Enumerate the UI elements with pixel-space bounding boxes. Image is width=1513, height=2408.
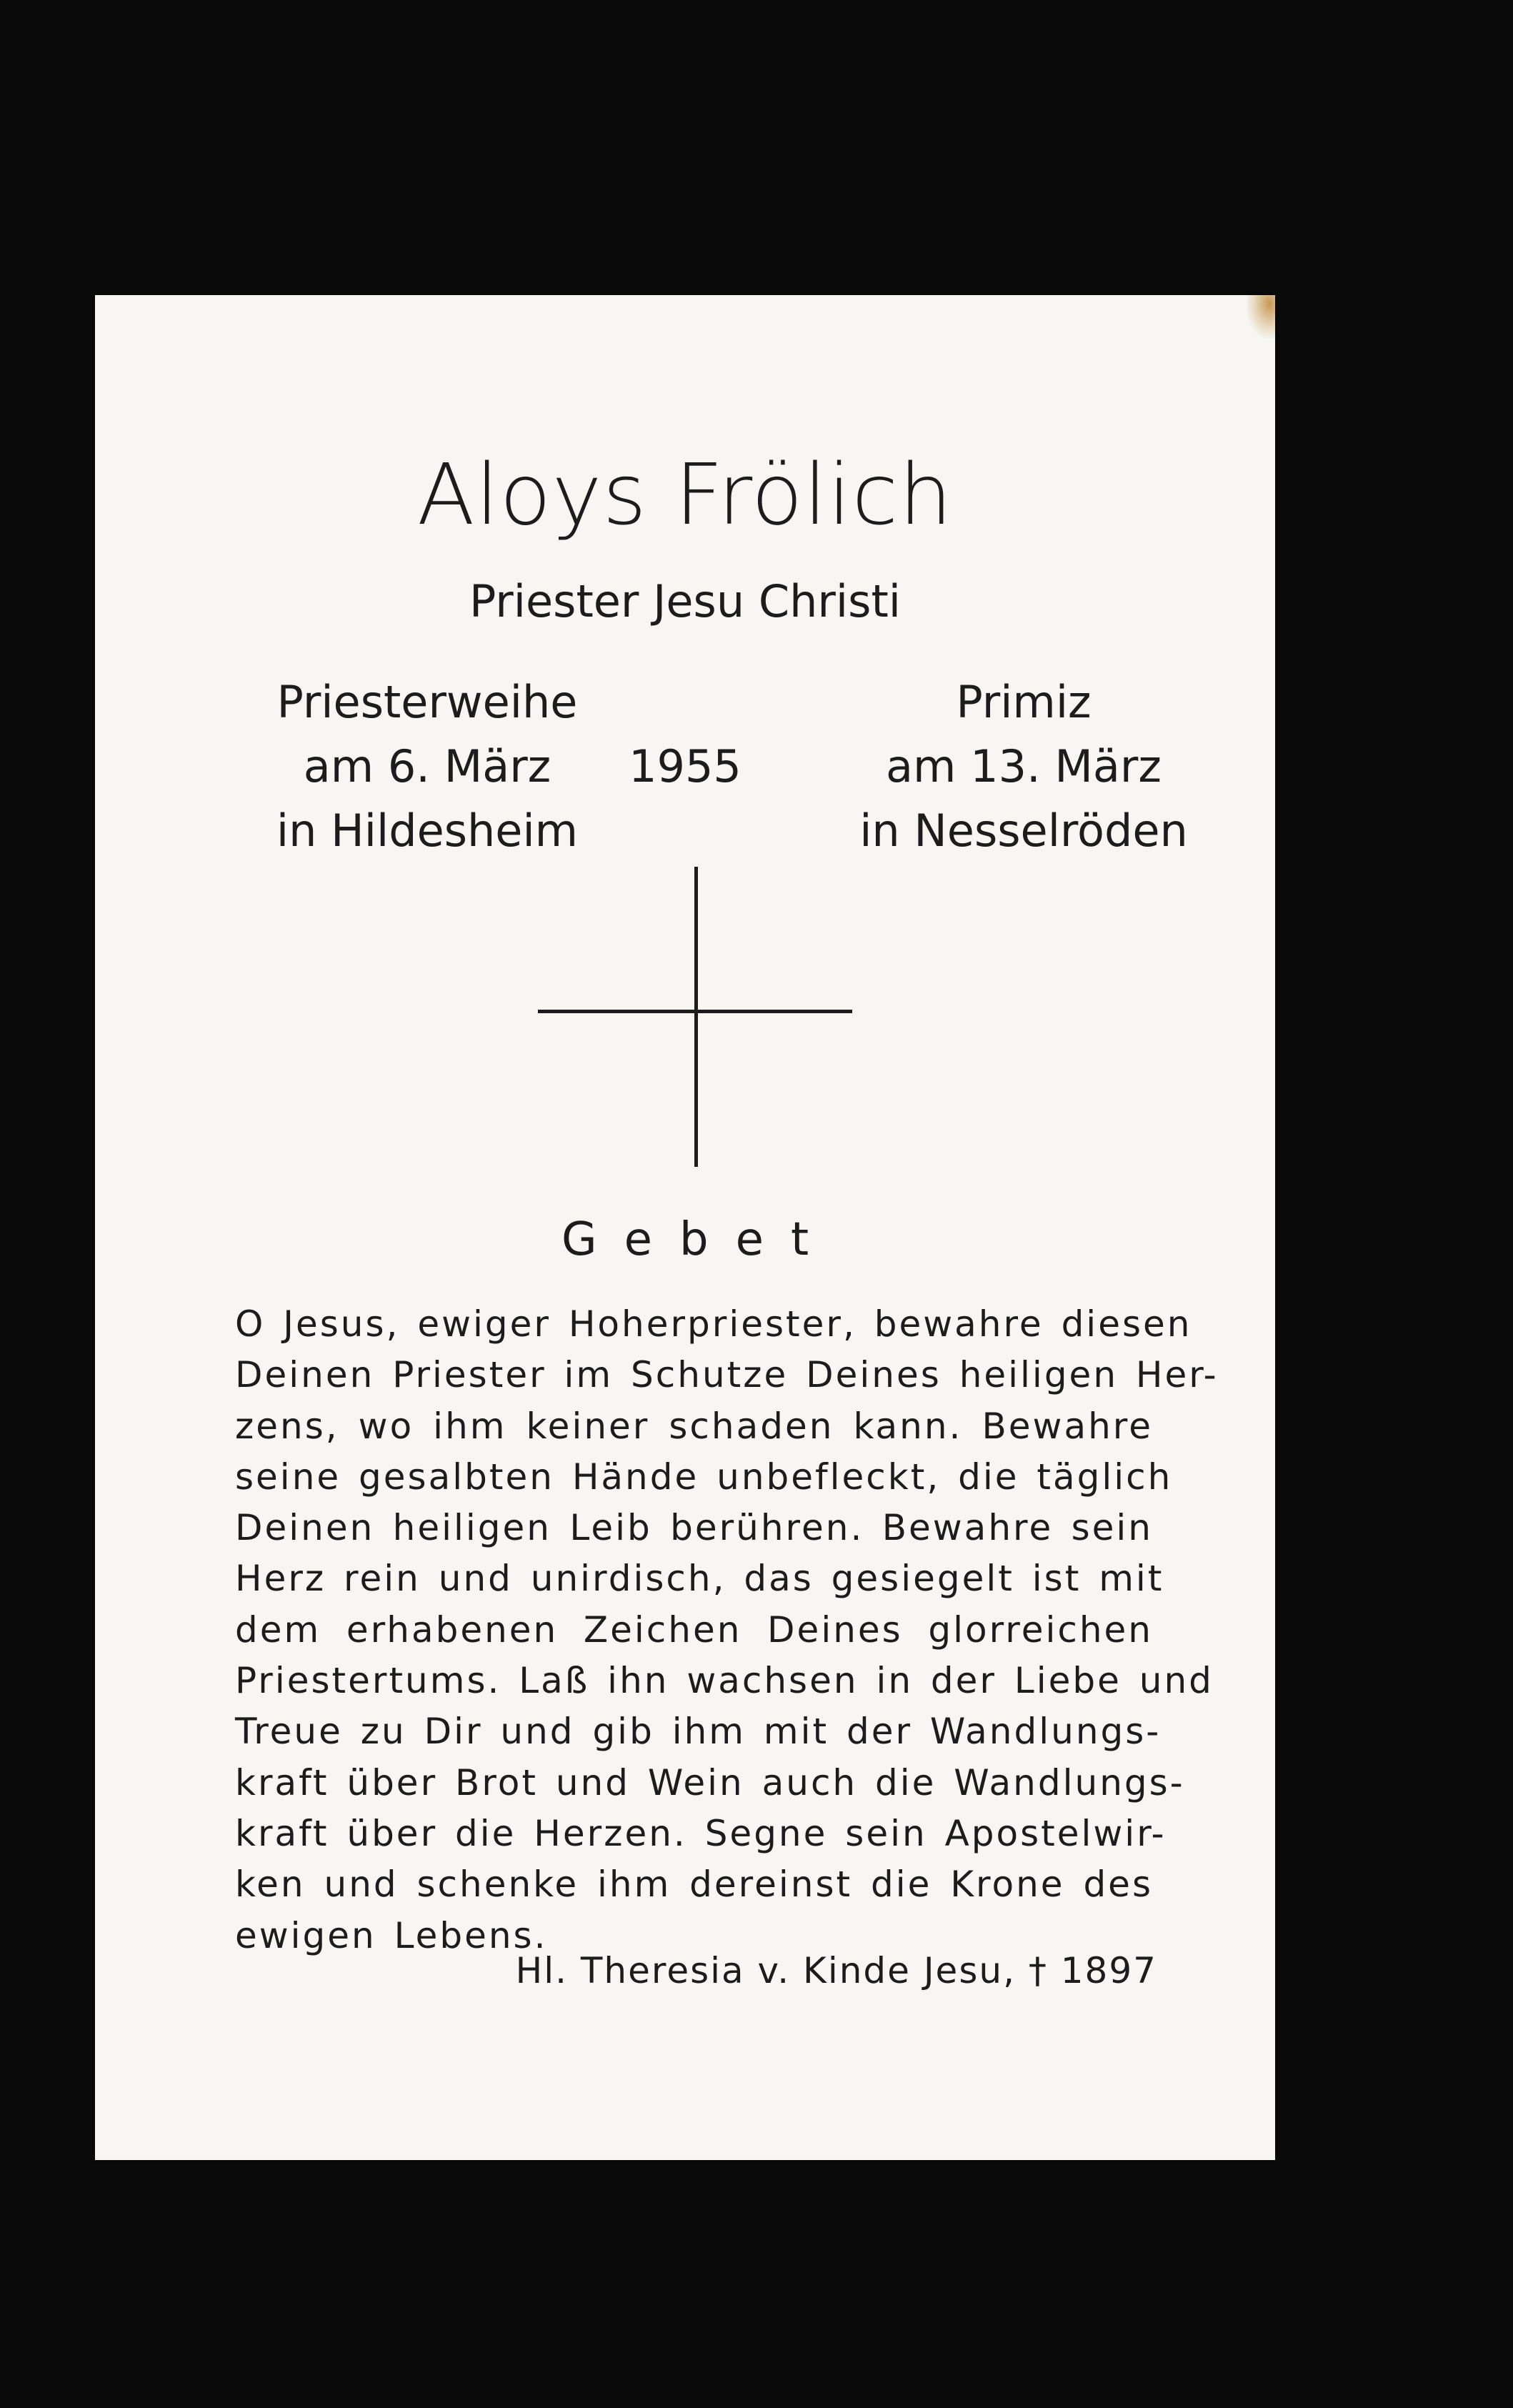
- prayer-line: O Jesus, ewiger Hoherpriester, bewahre diesen: [235, 1303, 1192, 1345]
- prayer-line: ken und schenke ihm dereinst die Krone des: [235, 1864, 1153, 1906]
- prayer-card: [95, 295, 1275, 2160]
- ordination-place: in Hildesheim: [276, 805, 579, 857]
- prayer-line: kraft über die Herzen. Segne sein Apostelwir-: [235, 1812, 1167, 1854]
- first-mass-place: in Nesselröden: [859, 805, 1188, 857]
- cross-horizontal-bar: [538, 1010, 852, 1013]
- prayer-line: kraft über Brot und Wein auch die Wandlungs-: [235, 1761, 1185, 1803]
- priest-subtitle: Priester Jesu Christi: [469, 575, 901, 627]
- ordination-date: am 6. März: [303, 740, 551, 792]
- priest-name: Aloys Frölich: [416, 445, 954, 544]
- prayer-line: Herz rein und unirdisch, das gesiegelt ist mit: [235, 1558, 1164, 1600]
- prayer-line: Deinen heiligen Leib berühren. Bewahre sein: [235, 1507, 1153, 1549]
- corner-stain: [1247, 295, 1275, 338]
- cross-vertical-bar: [694, 867, 698, 1167]
- first-mass-date: am 13. März: [886, 740, 1162, 792]
- prayer-attribution: Hl. Theresia v. Kinde Jesu, † 1897: [515, 1950, 1157, 1991]
- prayer-text: [235, 1299, 1219, 1961]
- prayer-heading: Gebet: [561, 1213, 837, 1266]
- prayer-line: seine gesalbten Hände unbefleckt, die täglich: [235, 1456, 1173, 1498]
- year: 1955: [629, 740, 741, 792]
- prayer-line: Treue zu Dir und gib ihm mit der Wandlungs-: [235, 1711, 1162, 1753]
- prayer-line: dem erhabenen Zeichen Deines glorreichen: [235, 1608, 1153, 1651]
- first-mass-label: Primiz: [956, 676, 1092, 728]
- prayer-line: Deinen Priester im Schutze Deines heiligen Her-: [235, 1354, 1219, 1396]
- prayer-line: zens, wo ihm keiner schaden kann. Bewahre: [235, 1405, 1153, 1447]
- first-mass-info: [809, 670, 1238, 863]
- prayer-line: Priestertums. Laß ihn wachsen in der Liebe und: [235, 1660, 1214, 1702]
- prayer-line: ewigen Lebens.: [235, 1914, 548, 1956]
- ordination-label: Priesterweihe: [276, 676, 578, 728]
